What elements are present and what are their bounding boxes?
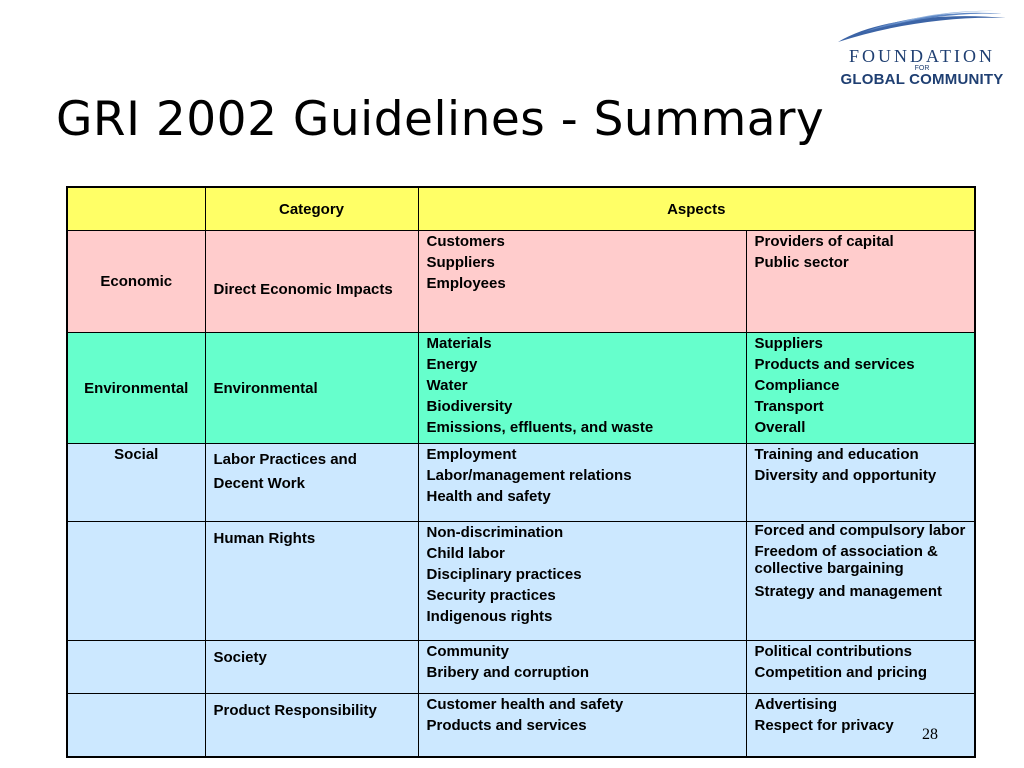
- header-blank-cell: [67, 187, 205, 231]
- category-cell: Labor Practices and Decent Work: [205, 444, 418, 522]
- aspect-item: Public sector: [754, 254, 849, 271]
- aspects-right-cell: [746, 641, 975, 694]
- aspect-item: Child labor: [426, 545, 505, 562]
- aspect-item: Customers: [426, 233, 505, 250]
- aspects-right-cell: [746, 231, 975, 333]
- aspect-item: Employment: [426, 446, 517, 463]
- aspects-right-cell: [746, 444, 975, 522]
- aspect-item: Emissions, effluents, and waste: [426, 419, 654, 436]
- aspect-item: Respect for privacy: [754, 717, 894, 734]
- swoosh-logo-icon: [834, 8, 1010, 48]
- aspect-item: Products and services: [426, 717, 587, 734]
- logo-line-for: FOR: [914, 65, 930, 72]
- aspect-item: Compliance: [754, 377, 840, 394]
- aspect-item: Indigenous rights: [426, 608, 553, 625]
- aspect-item: Transport: [754, 398, 824, 415]
- aspect-item: Advertising: [754, 696, 838, 713]
- table-row-labor: [67, 444, 975, 522]
- aspects-right-cell: [746, 694, 975, 758]
- table-row-human-rights: [67, 522, 975, 641]
- logo-line-global-community: GLOBAL COMMUNITY: [840, 71, 1004, 88]
- aspect-item: Diversity and opportunity: [754, 467, 937, 484]
- aspect-item: Community: [426, 643, 509, 660]
- aspect-item: Providers of capital: [754, 233, 894, 250]
- aspect-item: Suppliers: [754, 335, 823, 352]
- aspect-item: Materials: [426, 335, 492, 352]
- table-row-society: [67, 641, 975, 694]
- aspect-item: Bribery and corruption: [426, 664, 590, 681]
- aspect-item: Disciplinary practices: [426, 566, 582, 583]
- page-number: 28: [922, 726, 938, 743]
- group-cell: Economic: [67, 231, 205, 333]
- aspect-item: Biodiversity: [426, 398, 513, 415]
- aspect-item: Energy: [426, 356, 478, 373]
- aspects-right-cell: [746, 522, 975, 641]
- aspects-left-cell: [418, 333, 746, 444]
- aspect-item: Non-discrimination: [426, 524, 564, 541]
- aspects-left-cell: [418, 694, 746, 758]
- header-aspects: Aspects: [418, 187, 975, 231]
- logo-line-foundation: FOUNDATION: [849, 46, 995, 66]
- group-cell: [67, 641, 205, 694]
- aspects-left-cell: [418, 522, 746, 641]
- table-row-environmental: [67, 333, 975, 444]
- foundation-logo: [826, 8, 1016, 90]
- aspect-item: Forced and compulsory labor: [754, 522, 966, 539]
- aspect-item: Water: [426, 377, 468, 394]
- table-row-product-responsibility: [67, 694, 975, 758]
- aspects-left-cell: [418, 641, 746, 694]
- aspect-item: Strategy and management: [754, 583, 943, 600]
- category-cell: Product Responsibility: [205, 694, 418, 758]
- table-header-row: [67, 187, 975, 231]
- category-cell: Environmental: [205, 333, 418, 444]
- slide-title: GRI 2002 Guidelines - Summary: [56, 92, 825, 147]
- aspect-item: Competition and pricing: [754, 664, 927, 681]
- category-cell: Society: [205, 641, 418, 694]
- aspects-left-cell: [418, 231, 746, 333]
- group-cell: Environmental: [67, 333, 205, 444]
- aspect-item: Training and education: [754, 446, 919, 463]
- group-cell: Social: [67, 444, 205, 522]
- aspect-item: Health and safety: [426, 488, 551, 505]
- header-category: Category: [205, 187, 418, 231]
- table-row-economic: [67, 231, 975, 333]
- aspect-item: Political contributions: [754, 643, 913, 660]
- category-cell: Human Rights: [205, 522, 418, 641]
- aspect-item: Security practices: [426, 587, 556, 604]
- gri-summary-table: [66, 186, 976, 758]
- aspect-item: Suppliers: [426, 254, 495, 271]
- aspect-item: Overall: [754, 419, 806, 436]
- aspect-item: Freedom of association & collective bargaining: [754, 543, 938, 577]
- group-cell: [67, 694, 205, 758]
- aspect-item: Labor/management relations: [426, 467, 632, 484]
- aspect-item: Products and services: [754, 356, 915, 373]
- aspect-item: Customer health and safety: [426, 696, 624, 713]
- aspects-left-cell: [418, 444, 746, 522]
- group-cell: [67, 522, 205, 641]
- category-cell: Direct Economic Impacts: [205, 231, 418, 333]
- aspects-right-cell: [746, 333, 975, 444]
- aspect-item: Employees: [426, 275, 506, 292]
